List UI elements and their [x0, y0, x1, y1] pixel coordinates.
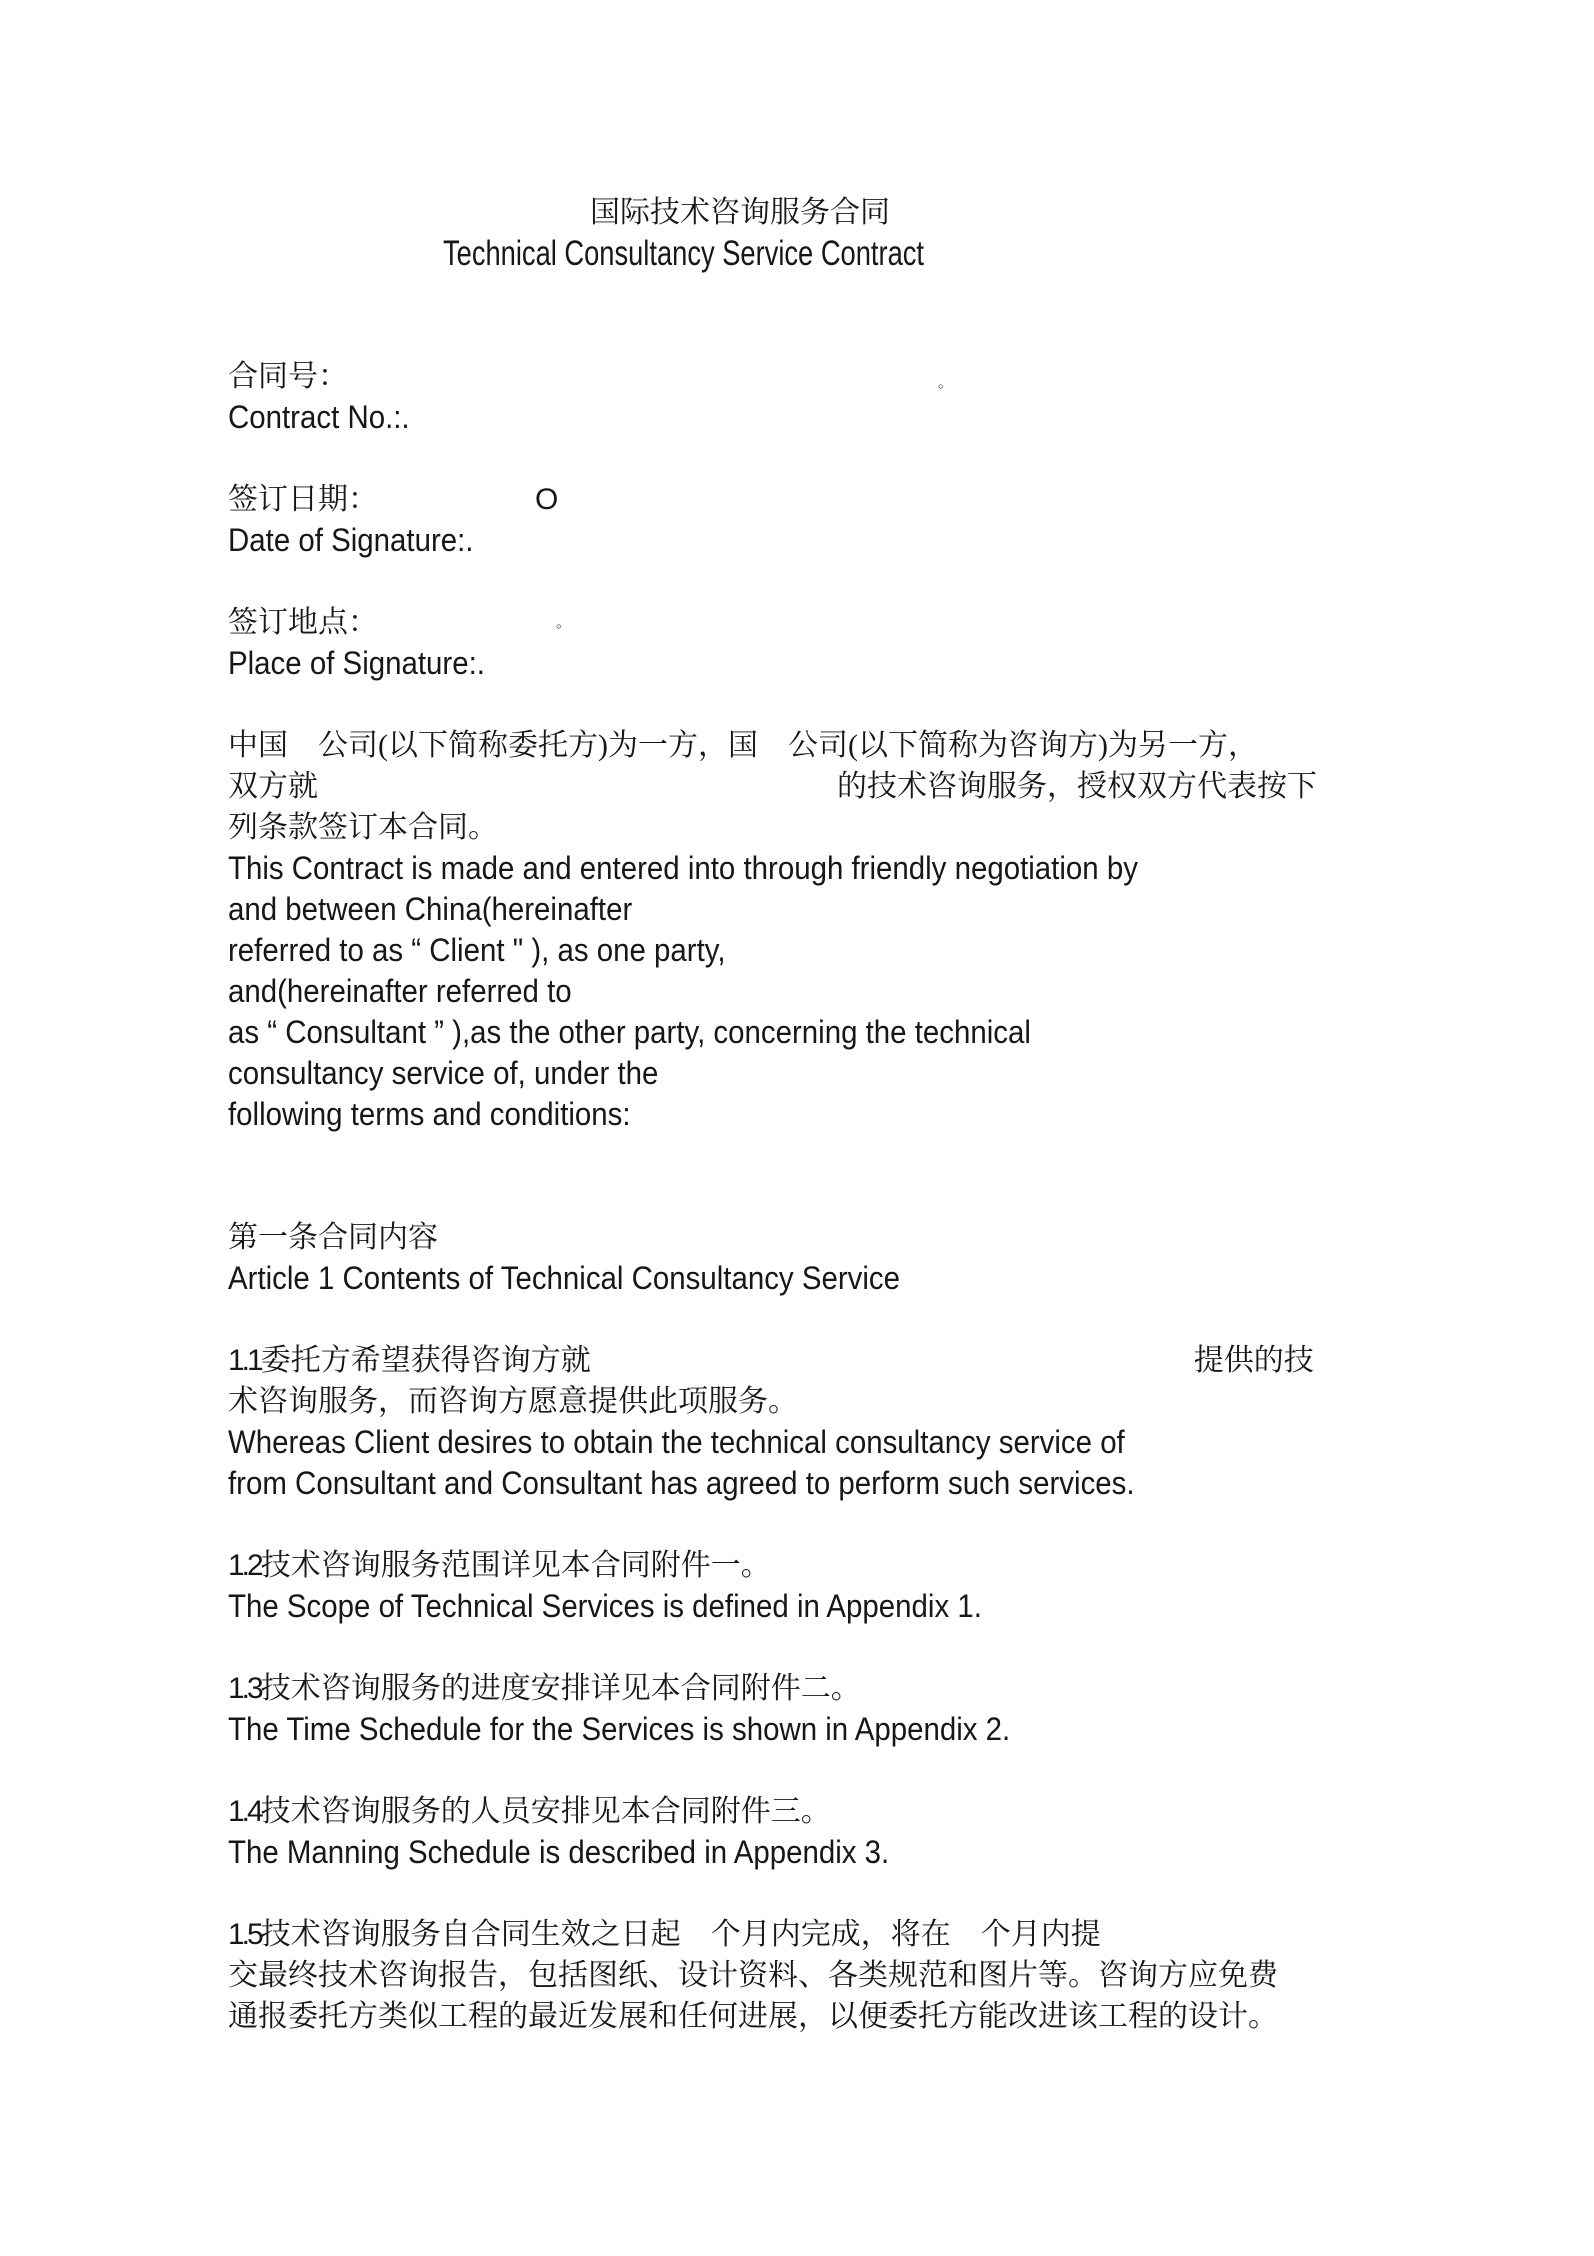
clause-1-4-zh: [228, 1791, 1468, 1832]
clause-1-1-en1-text: Whereas Client desires to obtain the technical consultancy service of: [228, 1424, 1125, 1460]
field-place-zh: [228, 602, 1468, 643]
place-label-zh: 签订地点：: [228, 606, 378, 639]
clause-1-5-line3: [228, 1996, 1468, 2037]
clause-1-5-l3-text: 通报委托方类似工程的最近发展和任何进展，以便委托方能改进该工程的设计。: [228, 2000, 1278, 2033]
clause-1-1-zh2-text: 术咨询服务，而咨询方愿意提供此项服务。: [228, 1385, 798, 1418]
preamble-zh-line3: [228, 807, 1468, 848]
preamble-zh-line1: [228, 725, 1468, 766]
blank-line: [228, 1750, 1468, 1791]
preamble-zh1-text: 中国 公司(以下简称委托方)为一方，国 公司(以下简称为咨询方)为另一方，: [228, 729, 1258, 762]
preamble-zh3-text: 列条款签订本合同。: [228, 811, 498, 844]
blank-line: [228, 1873, 1468, 1914]
clause-1-3-en: [228, 1709, 1468, 1750]
field-place-en: [228, 643, 1468, 684]
clause-1-1-zh-b: 提供的技: [1193, 1344, 1314, 1377]
clause-1-5-line1: [228, 1914, 1468, 1955]
preamble-en-text: as “ Consultant ” ),as the other party, concerning the technical: [228, 1014, 1031, 1050]
doc-title-en-text: Technical Consultancy Service Contract: [443, 234, 925, 273]
clause-1-3-en-text: The Time Schedule for the Services is shown in Appendix 2.: [228, 1711, 1011, 1747]
blank-line: [228, 1627, 1468, 1668]
clause-1-1-zh-line2: [228, 1381, 1468, 1422]
blank-line: [228, 1135, 1468, 1176]
clause-1-4-zh-text: 技术咨询服务的人员安排见本合同附件三。: [260, 1795, 831, 1828]
preamble-zh-line2: [228, 766, 1468, 807]
doc-title-zh-text: 国际技术咨询服务合同: [590, 196, 890, 229]
clause-1-1-en-line2: [228, 1463, 1468, 1504]
blank-line: [228, 1176, 1468, 1217]
stray-circle-mark: 。: [556, 615, 572, 631]
preamble-en-line: [228, 848, 1468, 889]
blank-line: [228, 438, 1468, 479]
clause-1-4-en: [228, 1832, 1468, 1873]
preamble-en-text: This Contract is made and entered into through friendly negotiation by: [228, 850, 1138, 886]
article1-heading-en: [228, 1258, 1468, 1299]
preamble-en-text: referred to as “ Client " ), as one party,: [228, 932, 726, 968]
contract-no-label-zh: 合同号：: [228, 360, 348, 393]
blank-line: [228, 315, 1468, 356]
clause-1-3-zh-text: 技术咨询服务的进度安排详见本合同附件二。: [260, 1672, 861, 1705]
blank-line: [228, 561, 1468, 602]
preamble-zh2b-text: 的技术咨询服务，授权双方代表按下: [837, 770, 1317, 803]
clause-number: 1.2: [228, 1549, 261, 1582]
preamble-zh2a-text: 双方就: [228, 770, 318, 803]
blank-line: [228, 1299, 1468, 1340]
preamble-en-text: following terms and conditions:: [228, 1096, 631, 1132]
preamble-en-line: [228, 889, 1468, 930]
clause-number: 1.5: [228, 1918, 261, 1951]
date-label-en: Date of Signature:.: [228, 522, 474, 558]
contract-no-label-en: Contract No.:.: [228, 399, 410, 435]
clause-1-5-line2: [228, 1955, 1468, 1996]
preamble-en-line: [228, 930, 1468, 971]
document-body: [228, 192, 1468, 2037]
preamble-en-line: [228, 1094, 1468, 1135]
date-label-zh: 签订日期：: [228, 483, 378, 516]
clause-1-4-en-text: The Manning Schedule is described in Appendix 3.: [228, 1834, 890, 1870]
clause-1-1-en-line1: [228, 1422, 1468, 1463]
clause-1-1-zh-a: 委托方希望获得咨询方就: [260, 1344, 591, 1377]
preamble-en-text: and(hereinafter referred to: [228, 973, 572, 1009]
field-contract-no-en: [228, 397, 1468, 438]
article1-heading-en-text: Article 1 Contents of Technical Consultancy Service: [228, 1260, 901, 1296]
clause-1-2-en-text: The Scope of Technical Services is defined in Appendix 1.: [228, 1588, 982, 1624]
clause-number: 1.1: [228, 1344, 261, 1377]
article1-heading-zh: [228, 1217, 1468, 1258]
blank-line: [228, 274, 1468, 315]
preamble-en-line: [228, 1012, 1468, 1053]
preamble-en-text: and between China(hereinafter: [228, 891, 633, 927]
clause-1-5-l2-text: 交最终技术咨询报告，包括图纸、设计资料、各类规范和图片等。咨询方应免费: [228, 1959, 1278, 1992]
clause-number: 1.3: [228, 1672, 261, 1705]
doc-title-en: [228, 233, 1468, 274]
preamble-en-text: consultancy service of, under the: [228, 1055, 659, 1091]
field-date-zh: [228, 479, 1468, 520]
clause-1-2-zh: [228, 1545, 1468, 1586]
blank-line: [228, 1504, 1468, 1545]
preamble-en-line: [228, 971, 1468, 1012]
article1-heading-zh-text: 第一条合同内容: [228, 1221, 438, 1254]
preamble-en-line: [228, 1053, 1468, 1094]
doc-title-zh: [590, 192, 1468, 233]
clause-1-1-en2-text: from Consultant and Consultant has agreed to perform such services.: [228, 1465, 1135, 1501]
clause-number: 1.4: [228, 1795, 261, 1828]
blank-line: [228, 684, 1468, 725]
field-contract-no-zh: [228, 356, 1468, 397]
place-label-en: Place of Signature:.: [228, 645, 485, 681]
clause-1-2-zh-text: 技术咨询服务范围详见本合同附件一。: [260, 1549, 771, 1582]
field-date-en: [228, 520, 1468, 561]
clause-1-5-l1-text: 技术咨询服务自合同生效之日起 个月内完成，将在 个月内提: [260, 1918, 1101, 1951]
stray-O-mark: O: [535, 483, 559, 516]
clause-1-1-zh-line1: [228, 1340, 1468, 1381]
clause-1-3-zh: [228, 1668, 1468, 1709]
clause-1-2-en: [228, 1586, 1468, 1627]
stray-circle-mark: 。: [938, 375, 954, 391]
